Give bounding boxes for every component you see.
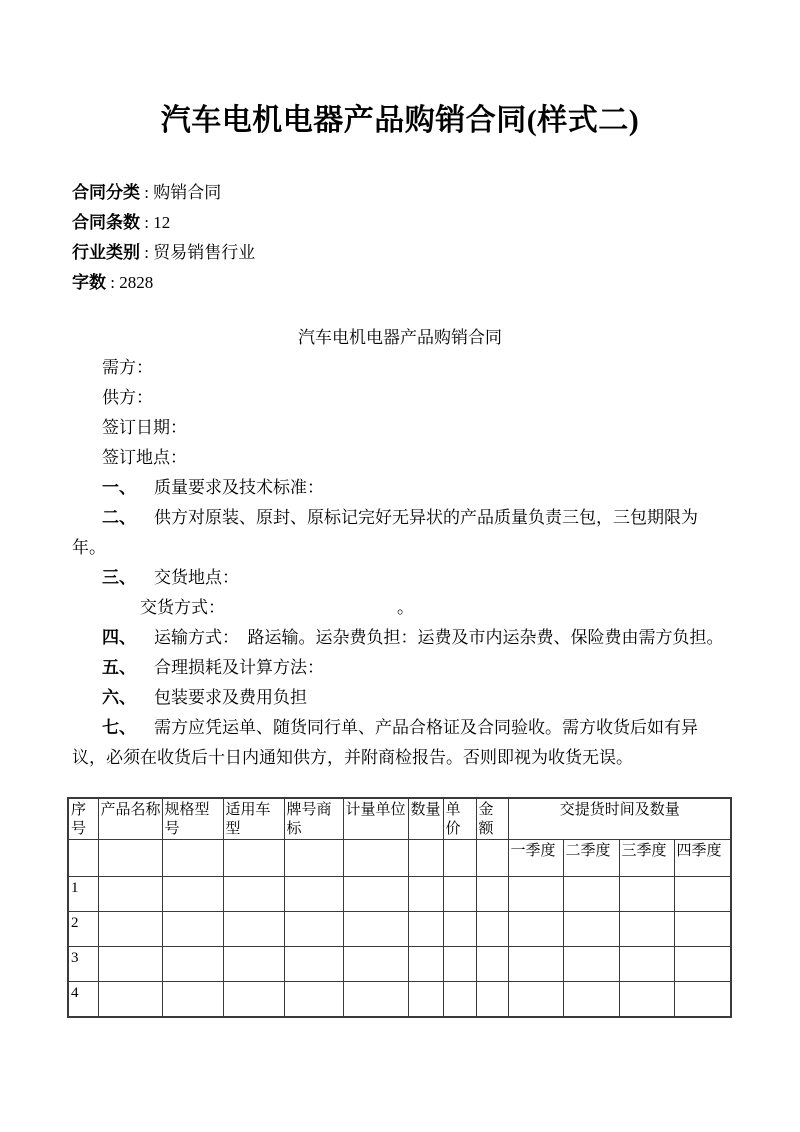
subheader-q4: 四季度 <box>674 840 731 877</box>
line-text: 合理损耗及计算方法： <box>154 658 324 677</box>
empty-cell <box>408 912 443 947</box>
empty-cell <box>98 877 162 912</box>
empty-cell <box>162 912 223 947</box>
empty-cell <box>476 947 508 982</box>
meta-label: 行业类别 <box>72 243 140 262</box>
table-row-4 <box>68 982 731 1017</box>
table-row-1 <box>68 877 731 912</box>
empty-cell <box>162 947 223 982</box>
empty-cell <box>563 947 619 982</box>
table-header-row <box>68 798 731 840</box>
empty-cell <box>619 877 674 912</box>
empty-cell <box>343 912 408 947</box>
empty-cell <box>98 947 162 982</box>
col-header-unit: 计量单位 <box>343 798 408 840</box>
meta-value: 购销合同 <box>153 183 222 202</box>
empty-cell <box>443 877 476 912</box>
empty-cell <box>98 840 162 877</box>
empty-cell <box>284 912 343 947</box>
empty-cell <box>408 877 443 912</box>
empty-cell <box>476 840 508 877</box>
empty-cell <box>674 912 731 947</box>
clause-2 <box>72 503 728 533</box>
line-text: 供方对原装、原封、原标记完好无异状的产品质量负责三包，三包期限为 <box>154 508 698 527</box>
empty-cell <box>223 912 284 947</box>
item-marker: 一、 <box>102 478 136 497</box>
meta-item-word-count <box>72 268 728 298</box>
col-header-vehicle-type: 适用车型 <box>223 798 284 840</box>
subheader-q1: 一季度 <box>508 840 563 877</box>
body-line-buyer <box>72 353 728 383</box>
empty-cell <box>619 912 674 947</box>
subheader-q2: 二季度 <box>563 840 619 877</box>
clause-2-continuation <box>72 533 728 563</box>
item-marker: 五、 <box>102 658 136 677</box>
meta-list <box>72 178 728 298</box>
empty-cell <box>443 947 476 982</box>
empty-cell <box>443 912 476 947</box>
line-text: 年。 <box>72 538 106 557</box>
empty-cell <box>343 982 408 1017</box>
col-header-unit-price: 单价 <box>443 798 476 840</box>
line-text: 需方应凭运单、随货同行单、产品合格证及合同验收。需方收货后如有异 <box>154 718 698 737</box>
empty-cell <box>223 982 284 1017</box>
contract-body <box>72 323 728 773</box>
line-text: 签订日期： <box>102 418 187 437</box>
row-number-cell: 2 <box>68 912 98 947</box>
delivery-method-line <box>72 593 728 623</box>
meta-value: 12 <box>153 213 171 232</box>
empty-cell <box>284 982 343 1017</box>
item-marker: 六、 <box>102 688 136 707</box>
item-marker: 二、 <box>102 508 136 527</box>
line-text: 签订地点： <box>102 448 187 467</box>
table-row-2 <box>68 912 731 947</box>
empty-cell <box>343 840 408 877</box>
col-header-delivery-schedule: 交提货时间及数量 <box>508 798 731 840</box>
meta-label: 合同条数 <box>72 213 140 232</box>
line-suffix: 。 <box>397 598 414 617</box>
empty-cell <box>619 982 674 1017</box>
clause-3 <box>72 563 728 593</box>
empty-cell <box>98 982 162 1017</box>
products-table-container <box>67 797 732 1018</box>
table-row-3 <box>68 947 731 982</box>
products-table <box>67 797 732 1018</box>
empty-cell <box>68 840 98 877</box>
meta-separator: : <box>140 183 154 202</box>
line-text: 供方： <box>102 388 153 407</box>
body-line-supplier <box>72 383 728 413</box>
meta-item-category <box>72 178 728 208</box>
empty-cell <box>476 982 508 1017</box>
table-subheader-row <box>68 840 731 877</box>
empty-cell <box>476 912 508 947</box>
row-number-cell: 1 <box>68 877 98 912</box>
col-header-product-name: 产品名称 <box>98 798 162 840</box>
line-text: 需方： <box>102 358 153 377</box>
empty-cell <box>223 947 284 982</box>
empty-cell <box>508 877 563 912</box>
subheader-q3: 三季度 <box>619 840 674 877</box>
empty-cell <box>343 947 408 982</box>
col-header-brand: 牌号商标 <box>284 798 343 840</box>
clause-5 <box>72 653 728 683</box>
meta-label: 字数 <box>72 273 106 292</box>
empty-cell <box>408 947 443 982</box>
empty-cell <box>674 982 731 1017</box>
line-text: 包装要求及费用负担 <box>154 688 307 707</box>
clause-7 <box>72 713 728 743</box>
clause-7-continuation <box>72 743 728 773</box>
empty-cell <box>223 840 284 877</box>
row-number-cell: 3 <box>68 947 98 982</box>
col-header-seq: 序号 <box>68 798 98 840</box>
empty-cell <box>408 840 443 877</box>
empty-cell <box>508 982 563 1017</box>
item-marker: 七、 <box>102 718 136 737</box>
empty-cell <box>408 982 443 1017</box>
empty-cell <box>563 912 619 947</box>
empty-cell <box>443 982 476 1017</box>
empty-cell <box>443 840 476 877</box>
meta-value: 2828 <box>119 273 154 292</box>
empty-cell <box>508 912 563 947</box>
empty-cell <box>674 877 731 912</box>
body-line-sign-date <box>72 413 728 443</box>
empty-cell <box>508 947 563 982</box>
empty-cell <box>563 877 619 912</box>
meta-value: 贸易销售行业 <box>153 243 256 262</box>
meta-separator: : <box>140 213 154 232</box>
line-text: 质量要求及技术标准： <box>154 478 324 497</box>
item-marker: 三、 <box>102 568 136 587</box>
clause-1 <box>72 473 728 503</box>
empty-cell <box>563 982 619 1017</box>
line-text: 运输方式： 路运输。运杂费负担：运费及市内运杂费、保险费由需方负担。 <box>154 628 724 647</box>
meta-item-industry <box>72 238 728 268</box>
empty-cell <box>284 840 343 877</box>
line-text: 议，必须在收货后十日内通知供方，并附商检报告。否则即视为收货无误。 <box>72 748 633 767</box>
body-line-sign-place <box>72 443 728 473</box>
empty-cell <box>476 877 508 912</box>
empty-cell <box>619 947 674 982</box>
empty-cell <box>284 947 343 982</box>
empty-cell <box>674 947 731 982</box>
empty-cell <box>98 912 162 947</box>
col-header-spec-model: 规格型号 <box>162 798 223 840</box>
col-header-quantity: 数量 <box>408 798 443 840</box>
item-marker: 四、 <box>102 628 136 647</box>
row-number-cell: 4 <box>68 982 98 1017</box>
page-title: 汽车电机电器产品购销合同(样式二) <box>160 104 640 137</box>
meta-item-clause-count <box>72 208 728 238</box>
clause-4 <box>72 623 728 653</box>
meta-label: 合同分类 <box>72 183 140 202</box>
empty-cell <box>162 982 223 1017</box>
line-text: 交货方式： <box>140 598 225 617</box>
empty-cell <box>284 877 343 912</box>
empty-cell <box>162 840 223 877</box>
meta-separator: : <box>106 273 120 292</box>
empty-cell <box>162 877 223 912</box>
col-header-amount: 金额 <box>476 798 508 840</box>
contract-subtitle: 汽车电机电器产品购销合同 <box>298 328 502 347</box>
clause-6 <box>72 683 728 713</box>
empty-cell <box>223 877 284 912</box>
line-text: 交货地点： <box>154 568 239 587</box>
meta-separator: : <box>140 243 154 262</box>
empty-cell <box>343 877 408 912</box>
